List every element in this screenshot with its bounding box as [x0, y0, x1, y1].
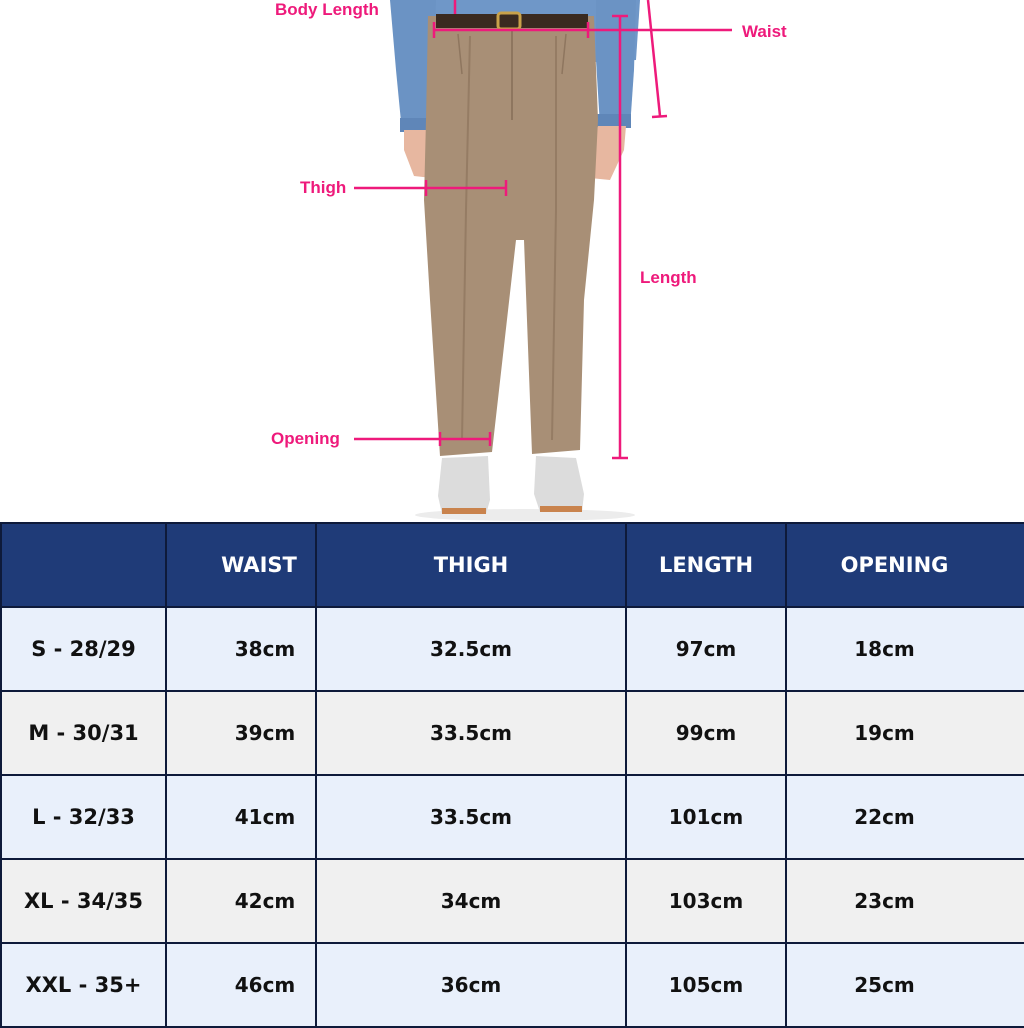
length-cell: 103cm [626, 859, 786, 943]
table-row [1, 859, 1024, 943]
opening-label: Opening [271, 429, 340, 448]
thigh-cell: 34cm [316, 859, 626, 943]
header-length: LENGTH [626, 523, 786, 607]
thigh-cell: 33.5cm [316, 775, 626, 859]
opening-cell: 22cm [786, 775, 1024, 859]
thigh-cell: 32.5cm [316, 607, 626, 691]
header-opening: OPENING [786, 523, 1024, 607]
right-shoe [534, 456, 584, 512]
body-length-label: Body Length [275, 0, 379, 19]
table-row [1, 607, 1024, 691]
waist-cell: 39cm [166, 691, 316, 775]
size-cell: L - 32/33 [1, 775, 166, 859]
length-cell: 105cm [626, 943, 786, 1027]
table-row [1, 943, 1024, 1027]
header-size [1, 523, 166, 607]
thigh-label: Thigh [300, 178, 347, 197]
length-cell: 101cm [626, 775, 786, 859]
size-cell: XL - 34/35 [1, 859, 166, 943]
size-chart-table [0, 522, 1024, 1028]
table-header-row [1, 523, 1024, 607]
thigh-cell: 33.5cm [316, 691, 626, 775]
waist-cell: 41cm [166, 775, 316, 859]
left-shoe [438, 456, 490, 514]
shirt-right-sleeve [596, 0, 636, 128]
opening-cell: 18cm [786, 607, 1024, 691]
belt [436, 14, 588, 28]
waist-cell: 38cm [166, 607, 316, 691]
length-label: Length [640, 268, 697, 287]
length-cell: 99cm [626, 691, 786, 775]
opening-cell: 25cm [786, 943, 1024, 1027]
size-cell: XXL - 35+ [1, 943, 166, 1027]
waist-cell: 42cm [166, 859, 316, 943]
size-cell: M - 30/31 [1, 691, 166, 775]
table-row [1, 691, 1024, 775]
opening-cell: 19cm [786, 691, 1024, 775]
header-thigh: THIGH [316, 523, 626, 607]
waist-label: Waist [742, 22, 787, 41]
size-cell: S - 28/29 [1, 607, 166, 691]
thigh-cell: 36cm [316, 943, 626, 1027]
table-row [1, 775, 1024, 859]
opening-cell: 23cm [786, 859, 1024, 943]
length-cell: 97cm [626, 607, 786, 691]
header-waist: WAIST [166, 523, 316, 607]
waist-cell: 46cm [166, 943, 316, 1027]
